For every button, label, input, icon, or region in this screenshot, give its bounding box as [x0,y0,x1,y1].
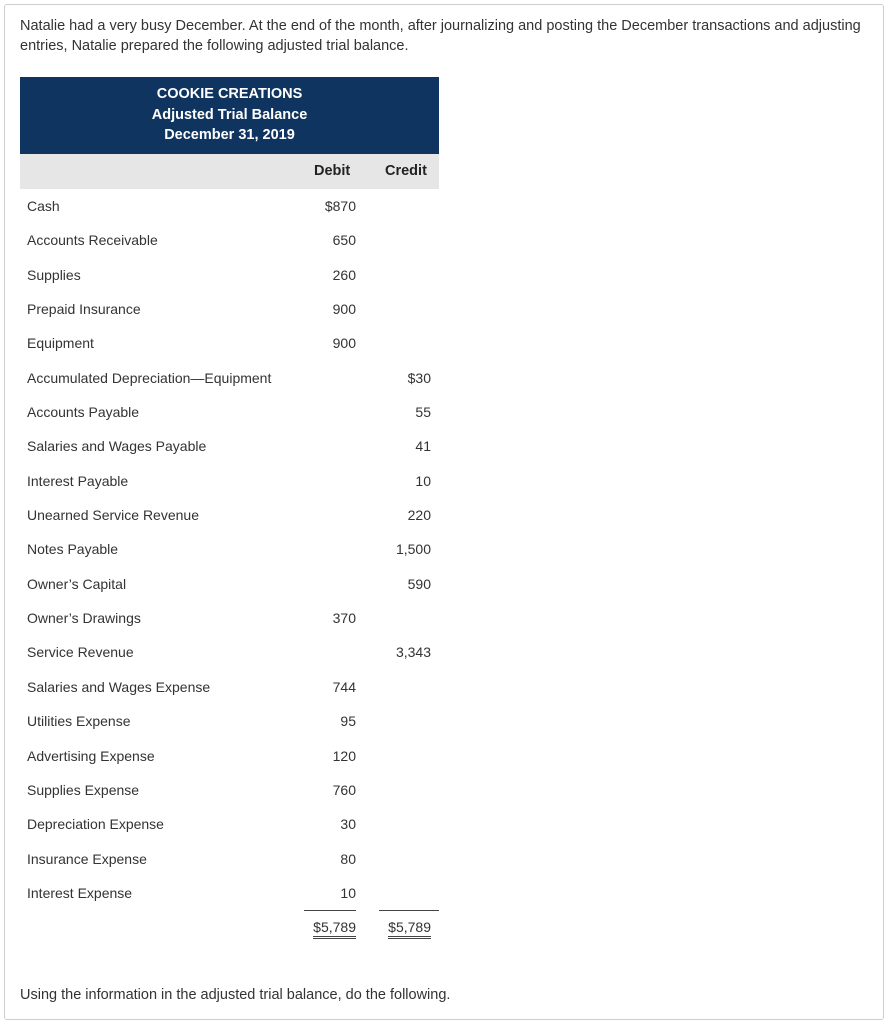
account-name: Owner’s Drawings [27,610,141,627]
table-row [20,635,439,669]
account-name: Supplies Expense [27,781,140,798]
trial-balance-table [20,77,439,944]
table-row [20,258,439,292]
table-row [20,670,439,704]
statement-date: December 31, 2019 [164,127,295,143]
intro-paragraph: Natalie had a very busy December. At the end of the month, after journalizing and posting the December transactions and adjusting entries, Natalie prepared the following adjusted trial balance. [20,18,861,54]
table-row [20,807,439,841]
table-row [20,739,439,773]
credit-amount: 1,500 [395,541,431,558]
statement-title: Adjusted Trial Balance [151,106,308,123]
table-row [20,567,439,601]
credit-amount: 3,343 [395,644,431,661]
total-credit: $5,789 [388,919,431,939]
credit-amount: 220 [407,507,431,524]
table-row [20,498,439,532]
account-name: Cash [27,198,60,214]
account-name: Salaries and Wages Expense [27,678,211,695]
table-row [20,464,439,498]
table-row [20,292,439,326]
credit-header: Credit [385,163,427,179]
debit-amount: 900 [332,301,356,318]
account-name: Accumulated Depreciation—Equipment [27,369,272,386]
debit-amount: 260 [332,266,356,283]
credit-amount: 55 [415,404,431,421]
account-name: Notes Payable [27,541,119,558]
account-name: Supplies [27,266,81,283]
debit-header: Debit [314,163,351,179]
totals-row [20,910,439,944]
table-row [20,361,439,395]
debit-amount: 744 [332,678,356,695]
credit-amount: 41 [415,438,431,455]
credit-total-rule [379,910,439,911]
total-debit: $5,789 [313,919,356,939]
account-name: Accounts Receivable [27,232,158,249]
account-rows [20,189,439,910]
debit-amount: 370 [332,610,356,627]
account-name: Interest Payable [27,472,129,489]
debit-amount: 80 [340,850,356,867]
table-row [20,601,439,635]
account-name: Interest Expense [27,884,133,901]
debit-amount: 30 [340,816,356,833]
account-name: Utilities Expense [27,713,131,730]
table-header [20,77,439,154]
account-name: Advertising Expense [27,747,155,764]
account-name: Service Revenue [27,644,134,661]
credit-amount: 590 [407,575,431,592]
table-row [20,429,439,463]
table-row [20,704,439,738]
instruction-text: Using the information in the adjusted trial balance, do the following. [20,987,451,1003]
account-name: Depreciation Expense [27,816,164,833]
table-row [20,326,439,360]
table-row [20,773,439,807]
account-name: Owner’s Capital [27,575,127,592]
debit-amount: $870 [324,198,356,214]
table-row [20,223,439,257]
debit-amount: 760 [332,781,356,798]
debit-amount: 650 [332,232,356,249]
table-row [20,842,439,876]
table-row [20,532,439,566]
account-name: Unearned Service Revenue [27,507,199,524]
debit-amount: 900 [332,335,356,352]
account-name: Equipment [27,335,94,352]
account-name: Salaries and Wages Payable [27,438,207,455]
debit-amount: 95 [340,713,356,730]
credit-amount: 10 [415,472,431,489]
account-name: Insurance Expense [27,850,147,867]
company-name: COOKIE CREATIONS [156,86,303,102]
debit-amount: 10 [340,884,356,901]
table-row [20,189,439,223]
debit-total-rule [304,910,356,911]
table-row [20,876,439,910]
account-name: Accounts Payable [27,404,140,421]
debit-amount: 120 [332,747,356,764]
column-headers [20,154,439,189]
account-name: Prepaid Insurance [27,301,141,318]
table-row [20,395,439,429]
credit-amount: $30 [407,369,431,386]
